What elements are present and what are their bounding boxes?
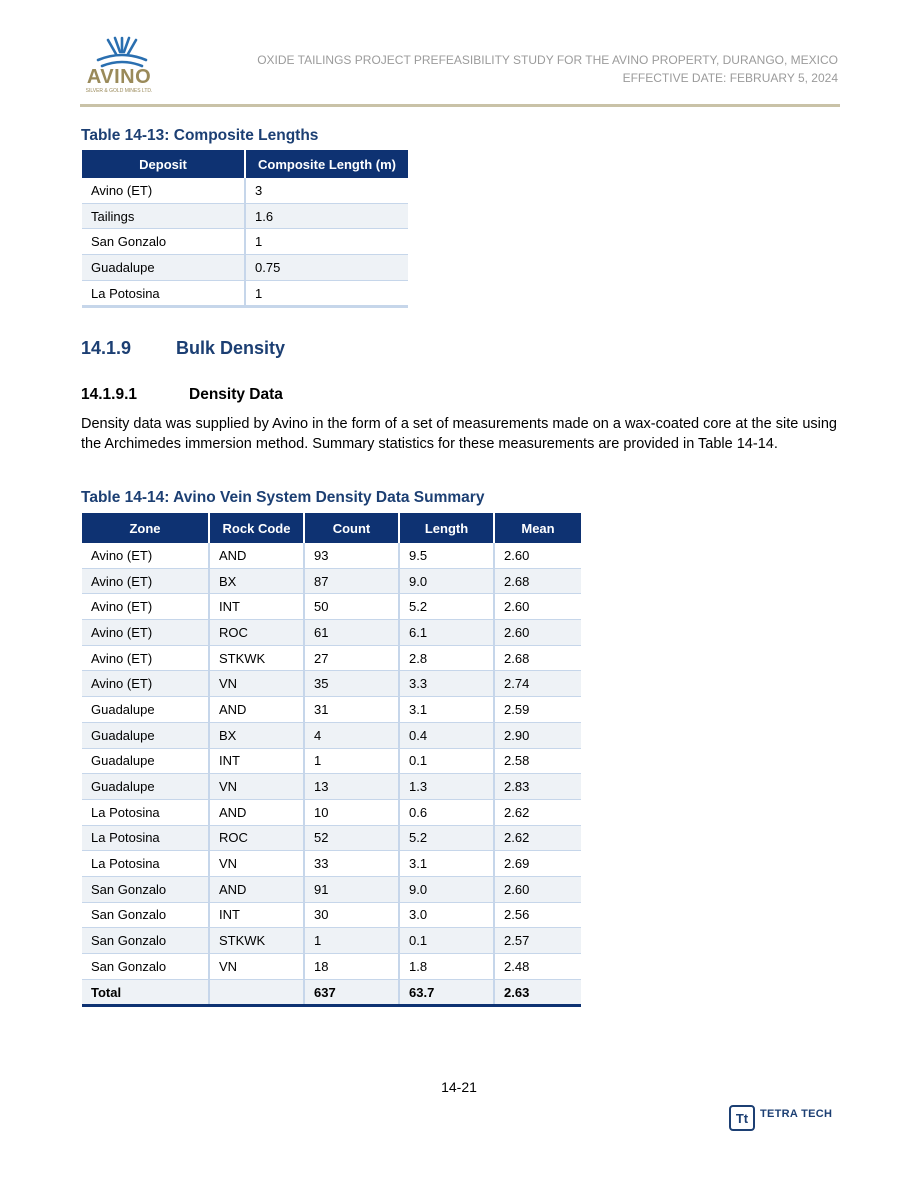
table-row	[82, 671, 581, 697]
table-cell: Guadalupe	[82, 774, 209, 800]
table-cell: La Potosina	[82, 851, 209, 877]
table-cell: VN	[209, 851, 304, 877]
section-number: 14.1.9	[81, 338, 132, 358]
table-row	[82, 568, 581, 594]
table-cell: 0.1	[399, 928, 494, 954]
table-row	[82, 799, 581, 825]
effective-date: EFFECTIVE DATE: FEBRUARY 5, 2024	[622, 71, 838, 85]
table-cell: 63.7	[399, 979, 494, 1006]
table-cell: 18	[304, 954, 399, 980]
table-cell: 2.48	[494, 954, 581, 980]
table-cell: 2.60	[494, 543, 581, 568]
table-cell: 61	[304, 620, 399, 646]
table-cell: 2.58	[494, 748, 581, 774]
table-header-row	[82, 513, 581, 543]
logo-subtitle: SILVER & GOLD MINES LTD.	[85, 88, 153, 94]
table-cell: San Gonzalo	[82, 229, 245, 255]
table-cell: 91	[304, 876, 399, 902]
table-cell: 1.8	[399, 954, 494, 980]
table-cell: 3.0	[399, 902, 494, 928]
table-cell: 5.2	[399, 594, 494, 620]
table-row	[82, 748, 581, 774]
table-cell: 2.68	[494, 568, 581, 594]
table-14-13-caption: Table 14-13: Composite Lengths	[81, 127, 319, 144]
column-header: Length	[399, 513, 494, 543]
table-cell: 1	[304, 748, 399, 774]
table-cell: 31	[304, 697, 399, 723]
table-cell: AND	[209, 543, 304, 568]
table-cell: 2.60	[494, 620, 581, 646]
table-cell: 637	[304, 979, 399, 1006]
table-cell: INT	[209, 748, 304, 774]
table-row	[82, 203, 408, 229]
table-cell: La Potosina	[82, 799, 209, 825]
table-cell: 2.60	[494, 594, 581, 620]
table-cell: 0.4	[399, 722, 494, 748]
table-header-row	[82, 150, 408, 178]
page-number: 14-21	[441, 1079, 477, 1095]
table-row	[82, 774, 581, 800]
subsection-heading	[81, 386, 283, 404]
subsection-number: 14.1.9.1	[81, 386, 138, 403]
table-cell: San Gonzalo	[82, 876, 209, 902]
table-row	[82, 722, 581, 748]
table-cell: BX	[209, 722, 304, 748]
table-cell: 3.3	[399, 671, 494, 697]
table-cell: 9.0	[399, 876, 494, 902]
table-cell: 2.56	[494, 902, 581, 928]
table-cell: 2.90	[494, 722, 581, 748]
table-cell: 2.63	[494, 979, 581, 1006]
table-row	[82, 178, 408, 203]
table-cell: 35	[304, 671, 399, 697]
table-cell: 2.57	[494, 928, 581, 954]
table-cell: Avino (ET)	[82, 178, 245, 203]
table-cell: BX	[209, 568, 304, 594]
table-cell: VN	[209, 774, 304, 800]
table-cell: 52	[304, 825, 399, 851]
table-cell: Avino (ET)	[82, 620, 209, 646]
table-cell: Total	[82, 979, 209, 1006]
table-cell: 3	[245, 178, 408, 203]
table-row	[82, 594, 581, 620]
tetra-tech-logo-icon	[729, 1105, 755, 1131]
table-cell: INT	[209, 594, 304, 620]
table-cell: 1	[304, 928, 399, 954]
table-cell: San Gonzalo	[82, 954, 209, 980]
table-cell: 4	[304, 722, 399, 748]
table-cell: 1	[245, 280, 408, 307]
table-cell: 2.60	[494, 876, 581, 902]
table-cell: La Potosina	[82, 825, 209, 851]
table-row	[82, 825, 581, 851]
table-cell: 3.1	[399, 697, 494, 723]
table-row	[82, 255, 408, 281]
table-cell: 2.68	[494, 645, 581, 671]
column-header: Deposit	[82, 150, 245, 178]
composite-lengths-table	[82, 150, 408, 308]
table-cell: 9.0	[399, 568, 494, 594]
table-row	[82, 954, 581, 980]
table-row	[82, 645, 581, 671]
table-cell: La Potosina	[82, 280, 245, 307]
table-cell: Guadalupe	[82, 748, 209, 774]
table-cell: Avino (ET)	[82, 568, 209, 594]
table-cell: AND	[209, 697, 304, 723]
table-cell: STKWK	[209, 928, 304, 954]
table-row	[82, 851, 581, 877]
tetra-tech-logo-text: Tt	[735, 1111, 749, 1126]
table-cell: 50	[304, 594, 399, 620]
table-cell: 2.62	[494, 799, 581, 825]
table-cell: 0.6	[399, 799, 494, 825]
table-row	[82, 229, 408, 255]
table-cell: 2.69	[494, 851, 581, 877]
table-row	[82, 543, 581, 568]
table-cell	[209, 979, 304, 1006]
table-cell: VN	[209, 671, 304, 697]
column-header: Zone	[82, 513, 209, 543]
table-cell: Guadalupe	[82, 697, 209, 723]
column-header: Mean	[494, 513, 581, 543]
column-header: Count	[304, 513, 399, 543]
header-rule	[80, 104, 840, 107]
table-cell: 0.75	[245, 255, 408, 281]
subsection-title: Density Data	[189, 386, 283, 403]
table-cell: AND	[209, 799, 304, 825]
table-cell: STKWK	[209, 645, 304, 671]
table-cell: AND	[209, 876, 304, 902]
table-cell: 87	[304, 568, 399, 594]
table-cell: Guadalupe	[82, 255, 245, 281]
table-cell: 93	[304, 543, 399, 568]
table-cell: Avino (ET)	[82, 645, 209, 671]
table-cell: Tailings	[82, 203, 245, 229]
table-total-row	[82, 979, 581, 1006]
table-cell: San Gonzalo	[82, 928, 209, 954]
table-cell: 5.2	[399, 825, 494, 851]
table-cell: 1.3	[399, 774, 494, 800]
table-cell: 3.1	[399, 851, 494, 877]
table-cell: 9.5	[399, 543, 494, 568]
table-cell: 10	[304, 799, 399, 825]
table-row	[82, 620, 581, 646]
table-cell: 2.59	[494, 697, 581, 723]
table-cell: VN	[209, 954, 304, 980]
table-cell: 2.8	[399, 645, 494, 671]
table-cell: 6.1	[399, 620, 494, 646]
table-cell: INT	[209, 902, 304, 928]
table-cell: 1.6	[245, 203, 408, 229]
logo-wordmark: AVINO	[86, 66, 152, 88]
table-cell: ROC	[209, 825, 304, 851]
table-cell: 1	[245, 229, 408, 255]
table-cell: San Gonzalo	[82, 902, 209, 928]
table-cell: 13	[304, 774, 399, 800]
table-cell: 2.62	[494, 825, 581, 851]
table-row	[82, 280, 408, 307]
table-cell: 33	[304, 851, 399, 877]
table-cell: 2.74	[494, 671, 581, 697]
body-paragraph: Density data was supplied by Avino in the form of a set of measurements made on a wax-coated core at the site using the Archimedes immersion method. Summary statistics for these measurements are provided in Table 14-14.	[81, 416, 837, 452]
table-cell: ROC	[209, 620, 304, 646]
table-cell: Guadalupe	[82, 722, 209, 748]
table-cell: 0.1	[399, 748, 494, 774]
table-cell: 30	[304, 902, 399, 928]
section-heading	[81, 338, 285, 359]
table-row	[82, 928, 581, 954]
table-row	[82, 902, 581, 928]
table-14-14-caption: Table 14-14: Avino Vein System Density Data Summary	[81, 489, 485, 506]
document-title: OXIDE TAILINGS PROJECT PREFEASIBILITY STUDY FOR THE AVINO PROPERTY, DURANGO, MEXICO	[257, 53, 838, 67]
table-cell: Avino (ET)	[82, 594, 209, 620]
table-cell: 2.83	[494, 774, 581, 800]
column-header: Composite Length (m)	[245, 150, 408, 178]
table-row	[82, 876, 581, 902]
company-name: TETRA TECH	[760, 1108, 833, 1120]
table-cell: Avino (ET)	[82, 543, 209, 568]
density-summary-table	[82, 513, 581, 1007]
table-row	[82, 697, 581, 723]
column-header: Rock Code	[209, 513, 304, 543]
section-title: Bulk Density	[176, 338, 286, 358]
table-cell: Avino (ET)	[82, 671, 209, 697]
table-cell: 27	[304, 645, 399, 671]
